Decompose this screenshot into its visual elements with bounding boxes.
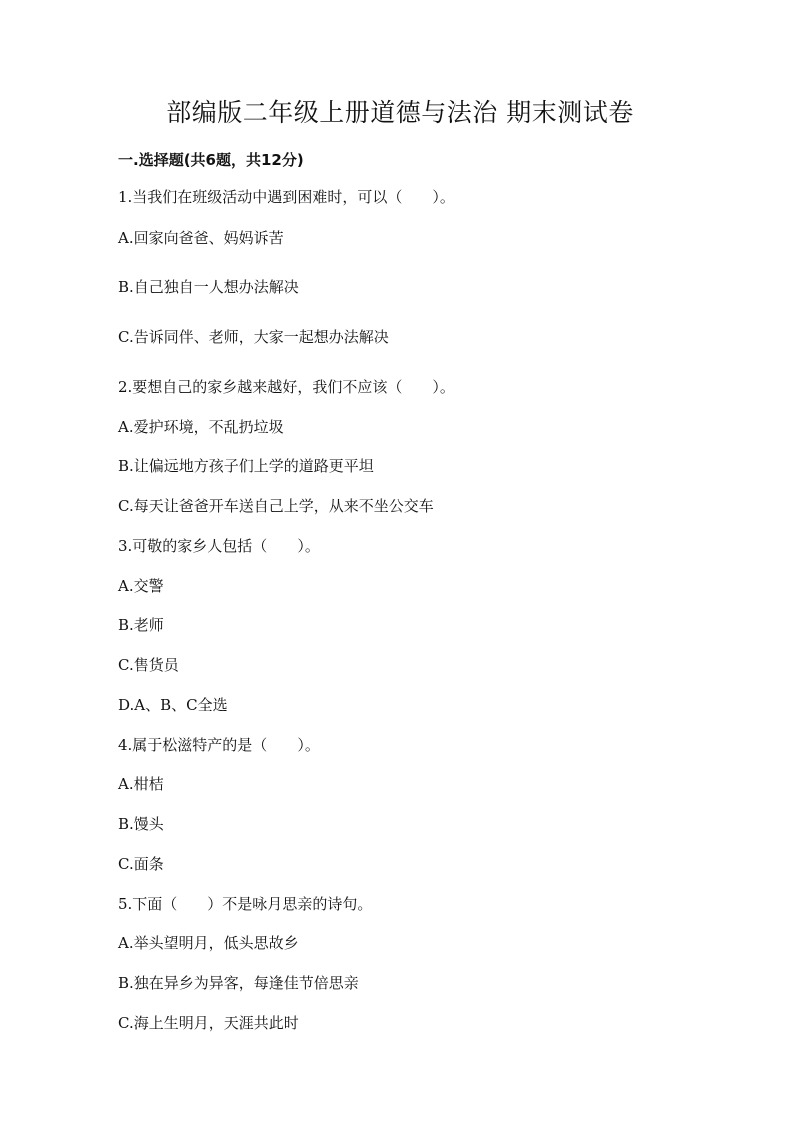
question-2-option-b: B.让偏远地方孩子们上学的道路更平坦 bbox=[118, 457, 374, 475]
question-stem-3: 3.可敬的家乡人包括（ ）。 bbox=[118, 537, 320, 555]
page-title: 部编版二年级上册道德与法治 期末测试卷 bbox=[166, 98, 634, 127]
question-4-option-a: A.柑桔 bbox=[118, 775, 164, 793]
question-4-option-c: C.面条 bbox=[118, 855, 164, 873]
question-3-option-c: C.售货员 bbox=[118, 656, 179, 674]
question-stem-1: 1.当我们在班级活动中遇到困难时，可以（ ）。 bbox=[118, 188, 455, 206]
section-heading: 一.选择题(共6题，共12分) bbox=[118, 151, 304, 169]
question-stem-5: 5.下面（ ）不是咏月思亲的诗句。 bbox=[118, 895, 373, 913]
question-5-option-c: C.海上生明月，天涯共此时 bbox=[118, 1014, 299, 1032]
question-3-option-b: B.老师 bbox=[118, 616, 164, 634]
question-2-option-c: C.每天让爸爸开车送自己上学，从来不坐公交车 bbox=[118, 497, 434, 515]
question-2-option-a: A.爱护环境，不乱扔垃圾 bbox=[118, 418, 284, 436]
question-1-option-c: C.告诉同伴、老师，大家一起想办法解决 bbox=[118, 328, 389, 346]
question-stem-2: 2.要想自己的家乡越来越好，我们不应该（ ）。 bbox=[118, 378, 455, 396]
question-3-option-d: D.A、B、C全选 bbox=[118, 696, 228, 714]
question-stem-4: 4.属于松滋特产的是（ ）。 bbox=[118, 736, 320, 754]
question-1-option-b: B.自己独自一人想办法解决 bbox=[118, 278, 299, 296]
question-4-option-b: B.馒头 bbox=[118, 815, 164, 833]
question-5-option-a: A.举头望明月，低头思故乡 bbox=[118, 934, 299, 952]
question-1-option-a: A.回家向爸爸、妈妈诉苦 bbox=[118, 229, 284, 247]
question-3-option-a: A.交警 bbox=[118, 577, 164, 595]
question-5-option-b: B.独在异乡为异客，每逢佳节倍思亲 bbox=[118, 974, 359, 992]
